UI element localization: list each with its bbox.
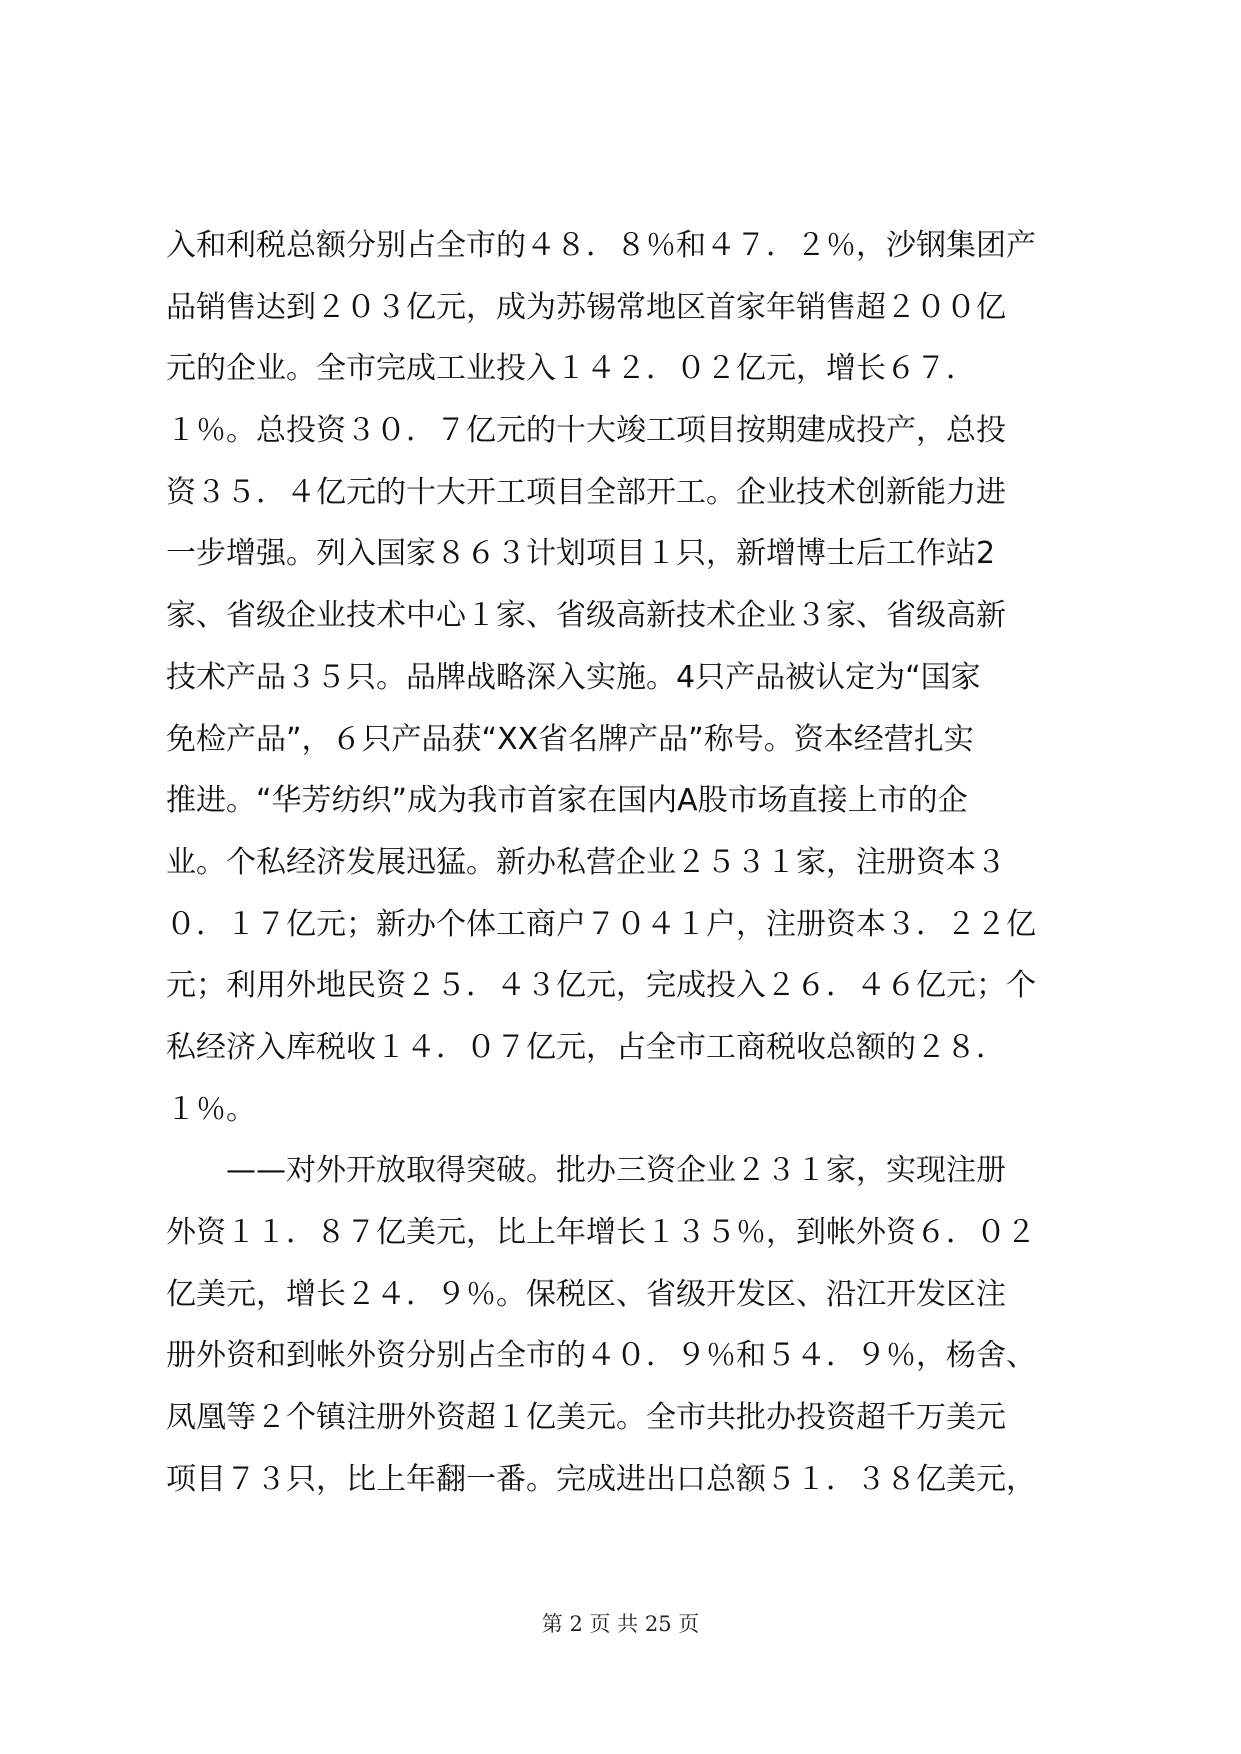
text-line: ０．１７亿元；新办个体工商户７０４１户，注册资本３．２２亿 (166, 906, 1036, 942)
text-line: ——对外开放取得突破。批办三资企业２３１家，实现注册 (166, 1153, 1006, 1189)
text-line: 入和利税总额分别占全市的４８．８％和４７．２％，沙钢集团产 (166, 228, 1036, 263)
text-line: 凤凰等２个镇注册外资超１亿美元。全市共批办投资超千万美元 (166, 1400, 1006, 1436)
text-line: 业。个私经济发展迅猛。新办私营企业２５３１家，注册资本３ (166, 844, 1006, 880)
text-line: 元的企业。全市完成工业投入１４２．０２亿元，增长６７． (166, 351, 976, 387)
text-line: 技术产品３５只。品牌战略深入实施。4只产品被认定为“国家 (166, 659, 981, 695)
body-text (166, 226, 1078, 1521)
text-line: 册外资和到帐外资分别占全市的４０．９％和５４．９％，杨舍、 (166, 1338, 1036, 1374)
text-line: 私经济入库税收１４．０７亿元，占全市工商税收总额的２８． (166, 1029, 1006, 1065)
text-line: 资３５．４亿元的十大开工项目全部开工。企业技术创新能力进 (166, 474, 1006, 510)
text-line: 亿美元，增长２４．９％。保税区、省级开发区、沿江开发区注 (166, 1276, 1006, 1312)
text-line: 品销售达到２０３亿元，成为苏锡常地区首家年销售超２００亿 (166, 289, 1006, 325)
text-line: １％。 (166, 1091, 256, 1127)
page-footer: 第 2 页 共 25 页 (541, 1612, 700, 1636)
text-line: 项目７３只，比上年翻一番。完成进出口总额５１．３８亿美元， (166, 1461, 1036, 1497)
text-line: 推进。“华芳纺织”成为我市首家在国内A股市场直接上市的企 (166, 783, 968, 819)
text-line: 外资１１．８７亿美元，比上年增长１３５％，到帐外资６．０２ (166, 1215, 1036, 1250)
text-line: 免检产品”，６只产品获“XX省名牌产品”称号。资本经营扎实 (166, 721, 974, 757)
text-line: 元；利用外地民资２５．４３亿元，完成投入２６．４６亿元；个 (166, 968, 1036, 1004)
text-line: 一步增强。列入国家８６３计划项目１只，新增博士后工作站2 (166, 536, 996, 572)
text-line: １％。总投资３０．７亿元的十大竣工项目按期建成投产，总投 (166, 413, 1006, 449)
text-line: 家、省级企业技术中心１家、省级高新技术企业３家、省级高新 (166, 598, 1006, 634)
